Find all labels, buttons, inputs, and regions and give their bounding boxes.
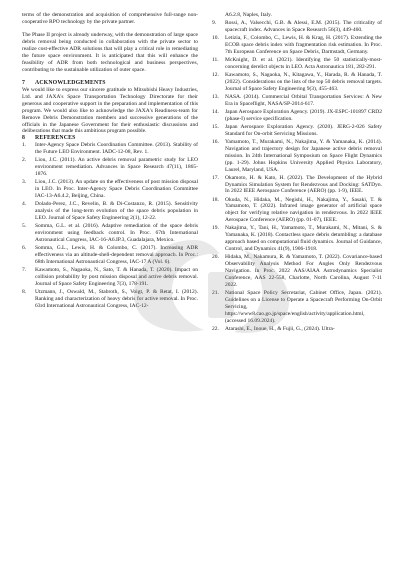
- left-column: [22, 12, 198, 311]
- reference-number: 1.: [22, 142, 27, 149]
- reference-number: 12.: [212, 72, 219, 78]
- reference-number: 2.: [22, 157, 27, 164]
- reference-text: NASA. (2014). Commercial Orbital Transportation Services: A New Era in Spaceflight, NASA/SP-2014-617.: [225, 93, 382, 107]
- reference-text: A6.2.8, Naples, Italy.: [225, 12, 272, 18]
- reference-text: Atarashi, E., Inoue, H., & Fujii, G., (2024). Ultra-: [225, 325, 335, 332]
- reference-text: National Space Policy Secretariat, Cabinet Office, Japan. (2021). Guidelines on a License to Operate a Spacecraft Performing On-Orbit Servicing, https://www8.cao.go.jp/space/english/activity/application.html, (accessed 16.09.2024).: [225, 289, 382, 324]
- reference-text: Kawamoto, S., Nagaoka, N., Kitagawa, Y., Harada, R. & Hanada, T. (2022). Considerations on the lists of the top 50 debris removal targets. Journal of Space Safety Engineering 9(3), 455-463.: [225, 72, 382, 92]
- reference-number: 21.: [212, 289, 219, 296]
- reference-number: 16.: [212, 138, 219, 145]
- reference-number: 11.: [212, 57, 219, 63]
- reference-number: 8.: [22, 288, 27, 295]
- reference-item: [22, 179, 198, 200]
- reference-item: [22, 289, 198, 310]
- reference-text: Kawamoto, S., Nagaoka, N., Sato, T. & Hanada, T. (2020). Impact on collision probability by post mission disposal and active debris removal. Journal of Space Safety Engineering 7(3), 178-191.: [35, 266, 198, 287]
- reference-number: 18.: [212, 196, 219, 203]
- reference-text: Japan Aerospace Exploration Agency. (2020). JERG-2-026 Safety Standard for On-orbit Servicing Missions.: [225, 123, 382, 137]
- acknowledgements-heading: [22, 80, 198, 87]
- reference-text: Okamoto, H. & Kato, H. (2022). The Development of the Hybrid Dynamics Simulation System for Rendezvous and Docking: SATDyn. In 2022 IEEE Aerospace Conference (AERO) (pp. 1-9), IEEE.: [225, 174, 382, 195]
- reference-item: [212, 20, 382, 34]
- reference-item: [22, 201, 198, 222]
- reference-item: [212, 175, 382, 196]
- reference-number: 10.: [212, 35, 219, 42]
- reference-number: 17.: [212, 174, 219, 181]
- reference-text: Dolado-Perez, J.C., Revelin, B. & Di-Costanzo, R. (2015). Sensitivity analysis of the long-term evolution of the space debris population in LEO. Journal of Space Safety Engineering 2(1), 12-22.: [35, 201, 198, 221]
- reference-number: 9.: [212, 20, 217, 27]
- reference-text: McKnight, D. et al. (2021). Identifying the 50 statistically-most-concerning derelict objects in LEO. Acta Astronautica 181, 282-291.: [225, 57, 382, 70]
- reference-item: [22, 142, 198, 156]
- reference-text: Inter-Agency Space Debris Coordination Committee. (2013). Stability of the Future LEO Environment. IADC-12-08, Rev. 1.: [35, 142, 198, 156]
- reference-text: Japan Aerospace Exploration Agency. (2019). JX-ESPC-101897 CRD2 (phase-I) service specification.: [225, 108, 382, 122]
- reference-number: 14.: [212, 108, 219, 115]
- reference-item: [22, 245, 198, 266]
- reference-text: Liou, J.C. (2011). An active debris removal parametric study for LEO environment remediation. Advances in Space Research 47(11), 1865-1876.: [35, 157, 198, 178]
- reference-text: Rossi, A., Valsecchi, G.B. & Alessi, E.M. (2015). The criticality of spacecraft index. Advances in Space Research 56(3), 449-460.: [225, 20, 382, 33]
- reference-item: [212, 35, 382, 56]
- reference-item: [212, 57, 382, 71]
- reference-item: [212, 94, 382, 108]
- reference-list: [212, 12, 382, 333]
- section-title: REFERENCES: [35, 135, 76, 142]
- reference-item: [22, 223, 198, 244]
- acknowledgements-text: We would like to express our sincere gratitude to Mitsubishi Heavy Industries, Ltd. and JAXA's Space Transportation Technology Directorate for their generous and cooperative support in the preparation and implementation of this program. We would also like to acknowledge the JAXA's Readiness-team for Remove Debris Demonstration members and successive generations of the officials in the Japanese Government for their enthusiastic discussions and deliberations that made this ambitious program possible.: [22, 87, 198, 135]
- body-paragraph: terms of the demonstration and acquisition of comprehensive full-range non-cooperative RPO technology by the private partner.: [22, 12, 198, 25]
- section-number: 7: [22, 80, 26, 87]
- reference-item: [212, 124, 382, 138]
- reference-text: Somma, G.L., Lewis, H. & Colombo, C. (2017). Increasing ADR effectiveness via an altitude-shell-dependent removal approach. In Proc.: 68th International Astronautical Congress, IAC-17 A (Vol. 6).: [35, 245, 198, 265]
- reference-item: [212, 197, 382, 225]
- reference-item: [212, 12, 382, 19]
- reference-item: [212, 290, 382, 325]
- reference-number: 15.: [212, 123, 219, 130]
- reference-item: [212, 326, 382, 333]
- reference-text: Liou, J.C. (2013). An update on the effectiveness of post mission disposal in LEO. In Proc. Inter-Agency Space Debris Coordination Committee IAC-13-A6.4.2, Beijing, China.: [35, 179, 198, 200]
- reference-item: [212, 225, 382, 253]
- reference-item: [212, 72, 382, 93]
- right-column: [212, 12, 382, 334]
- section-number: 8: [22, 135, 26, 142]
- reference-text: Okuda, N., Hidaka, M., Negishi, H., Nakajima, Y., Sasaki, T. & Yamamoto, T. (2022). Infrared image generator of artificial space object for verifying relative navigation in rendezvous. In 2022 IEEE Aerospace Conference (AERO) (pp. 01-07), IEEE.: [225, 196, 382, 224]
- reference-number: 5.: [22, 223, 27, 230]
- reference-text: Nakajima, Y., Tani, H., Yamamoto, T., Murakami, N., Mitani, S. & Yamanaka, K. (2018). Contactless space debris detumbling: a database approach based on computational fluid dynamics. Journal of Guidance, Control, and Dynamics 41(9), 1906-1918.: [225, 225, 382, 253]
- reference-text: Utzmann, J., Oswald, M., Stabroth, S., Voigt, P. & Retat, I. (2012). Ranking and characterization of heavy debris for active removal. In Proc. 63rd International Astronautical Congress, IAC-12-: [35, 288, 198, 309]
- body-paragraph: The Phase II project is already underway, with the demonstration of large space debris removal being conducted in collaboration with the private sector to realize cost-effective ADR solutions that will play a critical role in remediating the future space environment. It is anticipated that this will enhance the feasibility of ADR from both technological and business perspectives, contributing to the sustainable utilization of outer space.: [22, 32, 198, 73]
- reference-number: 4.: [22, 201, 27, 208]
- reference-text: Yamamoto, T., Murakami, N., Nakajima, Y. & Yamanaka, K. (2014). Navigation and trajectory design for Japanese active debris removal mission. In 24th International Symposium on Space Flight Dynamics (pp. 1-29). Johns Hopkins University Applied Physics Laboratory, Laurel, Maryland, USA.: [225, 138, 382, 173]
- reference-item: [212, 254, 382, 289]
- reference-number: 19.: [212, 225, 219, 232]
- reference-number: 3.: [22, 179, 27, 186]
- reference-item: [22, 157, 198, 178]
- reference-text: Hidaka, M., Nakamura, R. & Yamamoto, T. (2022). Covariance-based Observability Analysis Method For Angles Only Rendezvous Navigation. In Proc. 2022 AAS/AIAA Astrodynamics Specialist Conference, AAS 22-558, Charlotte, North Carolina, August 7-11 2022.: [225, 254, 382, 288]
- reference-item: [212, 109, 382, 123]
- reference-text: Somma, G.L. et al. (2016). Adaptive remediation of the space debris environment using feedback control. In Proc. 67th International Astronautical Congress, IAC-16-A6.IP.3, Guadalajara, Mexico.: [35, 223, 198, 243]
- reference-number: 6.: [22, 245, 27, 251]
- reference-list: [22, 142, 198, 309]
- reference-number: 13.: [212, 93, 219, 100]
- reference-number: 20.: [212, 254, 219, 261]
- section-title: ACKNOWLEDGEMENTS: [35, 80, 106, 87]
- reference-item: [212, 139, 382, 174]
- reference-number: 7.: [22, 266, 27, 273]
- reference-item: [22, 267, 198, 288]
- reference-number: 22.: [212, 325, 219, 332]
- reference-text: Letizia, F., Colombo, C., Lewis, H. & Krag, H. (2017). Extending the ECOB space debris index with fragmentation risk estimation. In Proc. 7th European Conference on Space Debris, Darmstadt, Germany.: [225, 35, 382, 55]
